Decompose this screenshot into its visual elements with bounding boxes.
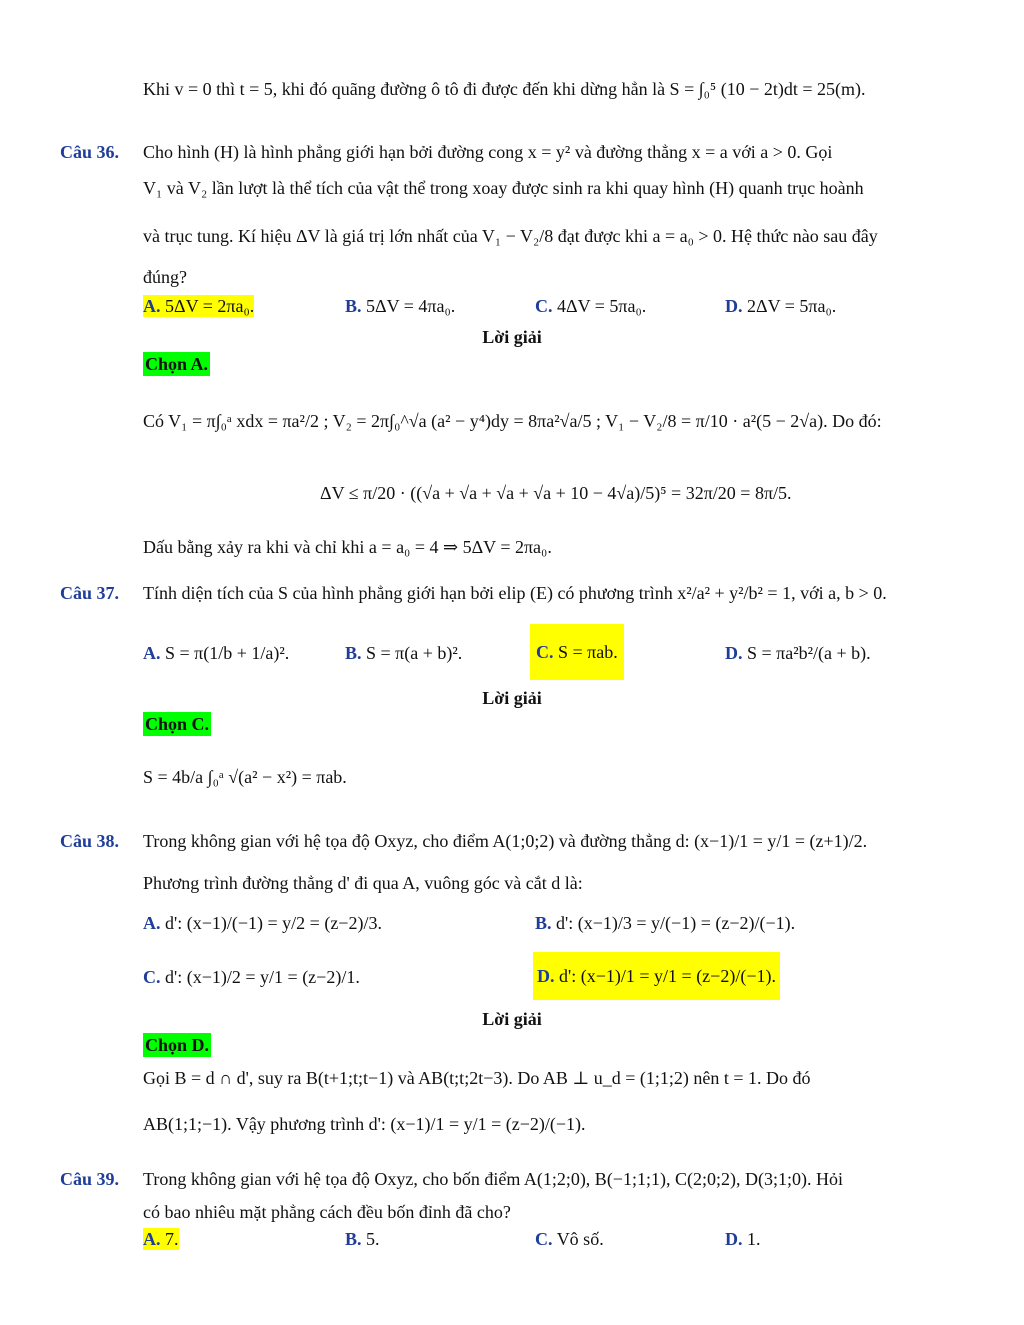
option-text: S = π(1/b + 1/a)². xyxy=(165,643,290,663)
option-c[interactable] xyxy=(535,295,646,317)
option-letter: D. xyxy=(725,1229,743,1249)
option-letter: C. xyxy=(143,967,161,987)
answer-choice: Chọn C. xyxy=(145,714,210,734)
option-letter: C. xyxy=(535,296,553,316)
option-letter: D. xyxy=(537,966,555,986)
option-text: S = πab. xyxy=(558,642,618,662)
option-d[interactable] xyxy=(725,295,836,317)
option-letter: B. xyxy=(345,1229,362,1249)
option-d[interactable] xyxy=(725,1228,761,1250)
option-a[interactable] xyxy=(143,912,382,934)
option-letter: C. xyxy=(535,1229,553,1249)
question-36-stem-1: Cho hình (H) là hình phẳng giới hạn bởi đường cong x = y² và đường thẳng x = a với a > 0. Gọi xyxy=(143,142,833,162)
question-39-stem-2: có bao nhiêu mặt phẳng cách đều bốn đỉnh đã cho? xyxy=(143,1202,511,1222)
option-text: d': (x−1)/3 = y/(−1) = (z−2)/(−1). xyxy=(556,913,796,933)
option-text: d': (x−1)/1 = y/1 = (z−2)/(−1). xyxy=(559,966,776,986)
question-36-stem-4: đúng? xyxy=(143,267,187,287)
option-text: 5ΔV = 4πa₀. xyxy=(366,296,456,316)
option-letter: C. xyxy=(536,642,554,662)
option-text: 1. xyxy=(747,1229,761,1249)
option-a[interactable] xyxy=(143,295,254,317)
answer-choice: Chọn A. xyxy=(145,354,209,374)
question-37-stem-1: Tính diện tích của S của hình phẳng giới hạn bởi elip (E) có phương trình x²/a² + y²/b² = 1, với a, b > 0. xyxy=(143,583,887,603)
option-d[interactable] xyxy=(533,952,780,1000)
question-label: Câu 39. xyxy=(60,1169,120,1189)
option-letter: A. xyxy=(143,913,161,933)
option-text: Vô số. xyxy=(556,1229,604,1249)
solution-line-1: Gọi B = d ∩ d', suy ra B(t+1;t;t−1) và AB(t;t;2t−3). Do AB ⊥ u_d = (1;1;2) nên t = 1. Do đó xyxy=(143,1068,811,1088)
option-text: 5ΔV = 2πa₀. xyxy=(165,296,255,316)
option-letter: B. xyxy=(345,296,362,316)
option-b[interactable] xyxy=(345,1228,380,1250)
question-39-stem-1: Trong không gian với hệ tọa độ Oxyz, cho bốn điểm A(1;2;0), B(−1;1;1), C(2;0;2), D(3;1;0). Hỏi xyxy=(143,1169,843,1189)
option-b[interactable] xyxy=(535,912,795,934)
option-text: S = π(a + b)². xyxy=(366,643,463,663)
option-text: 5. xyxy=(366,1229,380,1249)
solution-title: Lời giải xyxy=(482,1009,542,1029)
answer-choice: Chọn D. xyxy=(145,1035,210,1055)
option-text: 2ΔV = 5πa₀. xyxy=(747,296,837,316)
option-b[interactable] xyxy=(345,642,462,664)
solution-title: Lời giải xyxy=(482,327,542,347)
solution-line-3: Dấu bằng xảy ra khi và chỉ khi a = a₀ = 4 ⇒ 5ΔV = 2πa₀. xyxy=(143,537,552,557)
solution-line-1: Có V₁ = π∫₀ᵃ xdx = πa²/2 ; V₂ = 2π∫₀^√a (a² − y⁴)dy = 8πa²√a/5 ; V₁ − V₂/8 = π/10 · a²(5 − 2√a). Do đó: xyxy=(143,411,882,431)
question-label: Câu 38. xyxy=(60,831,120,851)
option-letter: B. xyxy=(535,913,552,933)
solution-line-2: AB(1;1;−1). Vậy phương trình d': (x−1)/1 = y/1 = (z−2)/(−1). xyxy=(143,1114,586,1134)
solution-title: Lời giải xyxy=(482,688,542,708)
option-a[interactable] xyxy=(143,1228,179,1250)
option-text: 7. xyxy=(165,1229,179,1249)
option-letter: A. xyxy=(143,1229,161,1249)
solution-line-1: S = 4b/a ∫₀ᵃ √(a² − x²) = πab. xyxy=(143,767,347,787)
option-letter: B. xyxy=(345,643,362,663)
question-36-stem-3: và trục tung. Kí hiệu ΔV là giá trị lớn nhất của V₁ − V₂/8 đạt được khi a = a₀ > 0. Hệ thức nào sau đây xyxy=(143,226,878,246)
option-text: S = πa²b²/(a + b). xyxy=(747,643,871,663)
option-letter: A. xyxy=(143,643,161,663)
question-38-stem-2: Phương trình đường thẳng d' đi qua A, vuông góc và cắt d là: xyxy=(143,873,583,893)
option-letter: D. xyxy=(725,643,743,663)
question-label: Câu 37. xyxy=(60,583,120,603)
option-letter: A. xyxy=(143,296,161,316)
intro-text: Khi v = 0 thì t = 5, khi đó quãng đường ô tô đi được đến khi dừng hẳn là S = ∫₀⁵ (10 − 2t)dt = 25(m). xyxy=(143,79,866,99)
solution-line-2: ΔV ≤ π/20 · ((√a + √a + √a + √a + 10 − 4√a)/5)⁵ = 32π/20 = 8π/5. xyxy=(320,483,792,503)
question-label: Câu 36. xyxy=(60,142,120,162)
option-letter: D. xyxy=(725,296,743,316)
option-c[interactable] xyxy=(143,966,360,988)
option-text: 4ΔV = 5πa₀. xyxy=(557,296,647,316)
option-c[interactable] xyxy=(535,1228,604,1250)
option-text: d': (x−1)/2 = y/1 = (z−2)/1. xyxy=(165,967,360,987)
question-38-stem-1: Trong không gian với hệ tọa độ Oxyz, cho điểm A(1;0;2) và đường thẳng d: (x−1)/1 = y/1 = (z+1)/2. xyxy=(143,831,868,851)
question-36-stem-2: V₁ và V₂ lần lượt là thể tích của vật thể trong xoay được sinh ra khi quay hình (H) quanh trục hoành xyxy=(143,178,864,198)
intro-line xyxy=(143,78,964,100)
option-a[interactable] xyxy=(143,642,289,664)
option-d[interactable] xyxy=(725,642,871,664)
option-b[interactable] xyxy=(345,295,455,317)
option-text: d': (x−1)/(−1) = y/2 = (z−2)/3. xyxy=(165,913,382,933)
option-c[interactable] xyxy=(530,624,624,680)
